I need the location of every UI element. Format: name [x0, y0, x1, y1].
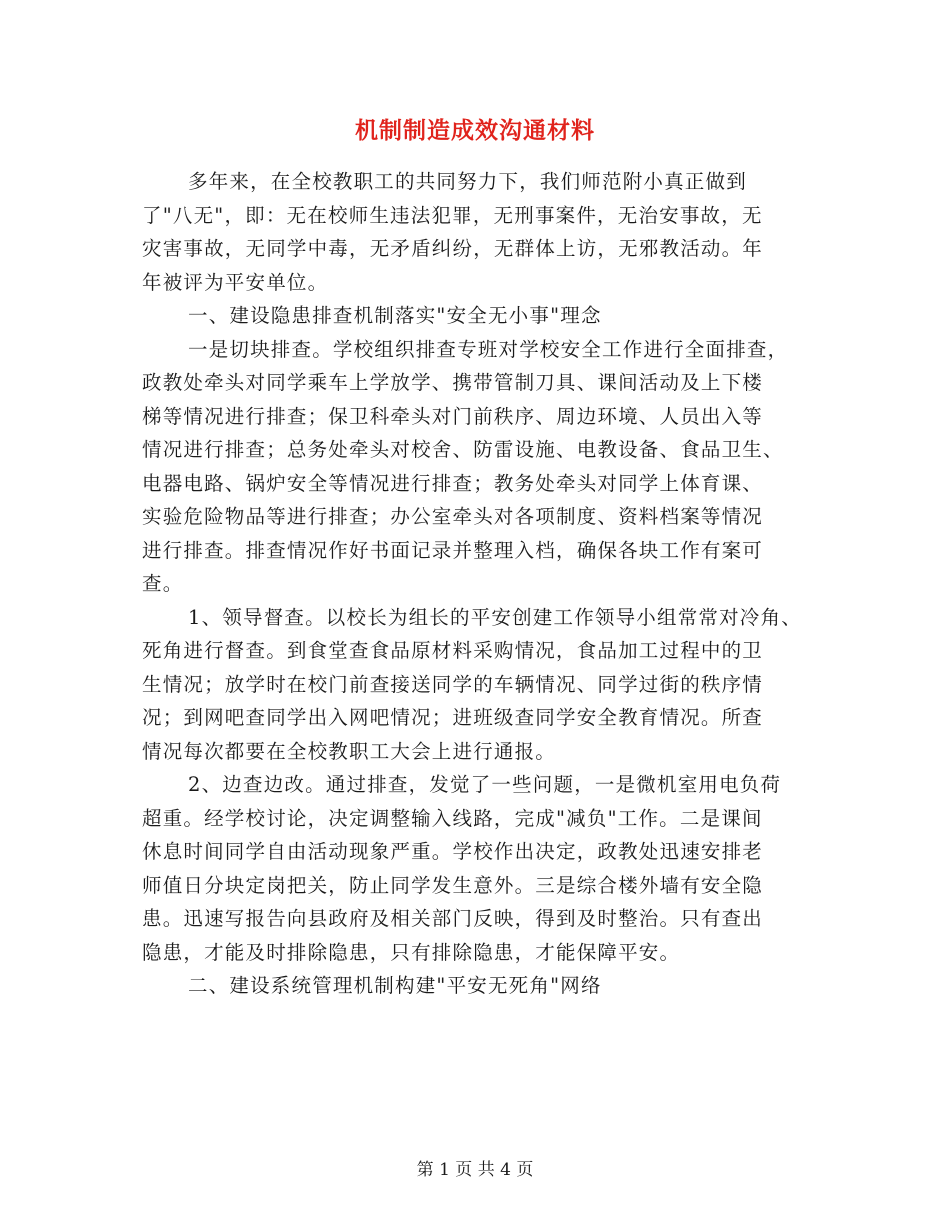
paragraph-line: 生情况；放学时在校门前查接送同学的车辆情况、同学过街的秩序情: [142, 672, 764, 696]
paragraph-line: 隐患，才能及时排除隐患，只有排除隐患，才能保障平安。: [142, 940, 681, 964]
paragraph-line: 情况每次都要在全校教职工大会上进行通报。: [142, 739, 557, 763]
paragraph-line: 2、边查边改。通过排查，发觉了一些问题，一是微机室用电负荷: [188, 773, 782, 796]
paragraph-line: 况；到网吧查同学出入网吧情况；进班级查同学安全教育情况。所查: [142, 706, 764, 729]
paragraph-line: 电器电路、锅炉安全等情况进行排查；教务处牵头对同学上体育课、: [142, 471, 764, 495]
paragraph-line: 政教处牵头对同学乘车上学放学、携带管制刀具、课间活动及上下楼: [142, 371, 764, 394]
paragraph-line: 梯等情况进行排查；保卫科牵头对门前秩序、周边环境、人员出入等: [142, 404, 764, 428]
section-heading: 一、建设隐患排查机制落实"安全无小事"理念: [188, 304, 602, 327]
paragraph-line: 患。迅速写报告向县政府及相关部门反映，得到及时整治。只有查出: [142, 907, 764, 930]
paragraph-line: 了"八无"，即：无在校师生违法犯罪，无刑事案件，无治安事故，无: [142, 203, 763, 227]
paragraph-line: 情况进行排查；总务处牵头对校舍、防雷设施、电教设备、食品卫生、: [142, 438, 784, 461]
paragraph-line: 死角进行督查。到食堂查食品原材料采购情况，食品加工过程中的卫: [142, 639, 764, 662]
paragraph-line: 查。: [142, 572, 184, 595]
paragraph-line: 一是切块排查。学校组织排查专班对学校安全工作进行全面排查，: [188, 337, 789, 361]
paragraph-line: 实验危险物品等进行排查；办公室牵头对各项制度、资料档案等情况: [142, 505, 764, 528]
page-number-footer: 第 1 页 共 4 页: [416, 1160, 534, 1180]
paragraph-line: 师值日分块定岗把关，防止同学发生意外。三是综合楼外墙有安全隐: [142, 873, 764, 897]
paragraph-line: 进行排查。排查情况作好书面记录并整理入档，确保各块工作有案可: [142, 538, 764, 562]
paragraph-line: 年被评为平安单位。: [142, 270, 329, 294]
section-heading: 二、建设系统管理机制构建"平安无死角"网络: [188, 974, 602, 997]
paragraph-line: 灾害事故，无同学中毒，无矛盾纠纷，无群体上访，无邪教活动。年: [142, 237, 764, 260]
paragraph-line: 1、领导督查。以校长为组长的平安创建工作领导小组常常对冷角、: [188, 605, 802, 629]
document-body: [142, 165, 822, 1003]
document-title: 机制制造成效沟通材料: [355, 117, 595, 144]
paragraph-line: 超重。经学校讨论，决定调整输入线路，完成"减负"工作。二是课间: [142, 806, 763, 830]
paragraph-line: 休息时间同学自由活动现象严重。学校作出决定，政教处迅速安排老: [142, 840, 764, 863]
paragraph-line: 多年来，在全校教职工的共同努力下，我们师范附小真正做到: [188, 170, 747, 193]
